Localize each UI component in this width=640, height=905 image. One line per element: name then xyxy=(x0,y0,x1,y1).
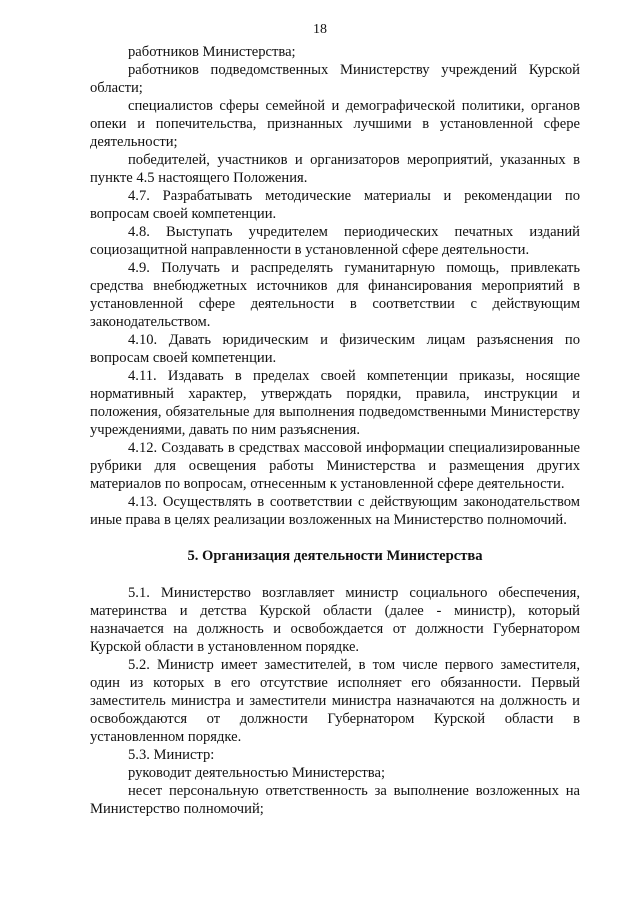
paragraph: работников Министерства; xyxy=(128,44,296,60)
paragraph-4-9: 4.9. Получать и распределять гуманитарную помощь, привлекать средства внебюджетных источников для финансирования мероприятий в установленной сфере деятельности в соответствии с действующим законодательством. xyxy=(90,260,580,330)
paragraph-4-12: 4.12. Создавать в средствах массовой информации специализированные рубрики для освещения работы Министерства и размещения других материалов по вопросам, отнесенным к установленной сфере деятельности. xyxy=(90,440,580,492)
paragraph-4-10: 4.10. Давать юридическим и физическим лицам разъяснения по вопросам своей компетенции. xyxy=(90,332,580,366)
paragraph-4-11: 4.11. Издавать в пределах своей компетенции приказы, носящие нормативный характер, утверждать порядки, правила, инструкции и положения, обязательные для выполнения подведомственными Министерству учреждениями, давать по ним разъяснения. xyxy=(90,368,580,438)
paragraph: руководит деятельностью Министерства; xyxy=(128,765,386,781)
paragraph: специалистов сферы семейной и демографической политики, органов опеки и попечительства, признанных лучшими в установленной сфере деятельности; xyxy=(90,98,580,150)
paragraph-4-7: 4.7. Разрабатывать методические материалы и рекомендации по вопросам своей компетенции. xyxy=(90,188,580,222)
section-heading: 5. Организация деятельности Министерства xyxy=(187,548,483,564)
paragraph-5-2: 5.2. Министр имеет заместителей, в том числе первого заместителя, один из которых в его отсутствие исполняет его обязанности. Первый заместитель министра и заместители министра назначаются на должность и освобождаются от должности Губернатором Курской области в установленном порядке. xyxy=(90,657,580,745)
paragraph: победителей, участников и организаторов мероприятий, указанных в пункте 4.5 настоящего Положения. xyxy=(90,152,580,186)
document-body xyxy=(90,43,580,818)
paragraph-5-3: 5.3. Министр: xyxy=(128,747,215,763)
paragraph: работников подведомственных Министерству учреждений Курской области; xyxy=(90,62,580,96)
page-number: 18 xyxy=(313,22,327,37)
paragraph-4-8: 4.8. Выступать учредителем периодических печатных изданий социозащитной направленности в установленной сфере деятельности. xyxy=(90,224,580,258)
paragraph: несет персональную ответственность за выполнение возложенных на Министерство полномочий; xyxy=(90,783,580,817)
paragraph-5-1: 5.1. Министерство возглавляет министр социального обеспечения, материнства и детства Курской области (далее - министр), который назначается на должность и освобождается от должности Губернатором Курской области в установленном порядке. xyxy=(90,585,580,655)
paragraph-4-13: 4.13. Осуществлять в соответствии с действующим законодательством иные права в целях реализации возложенных на Министерство полномочий. xyxy=(90,494,580,528)
